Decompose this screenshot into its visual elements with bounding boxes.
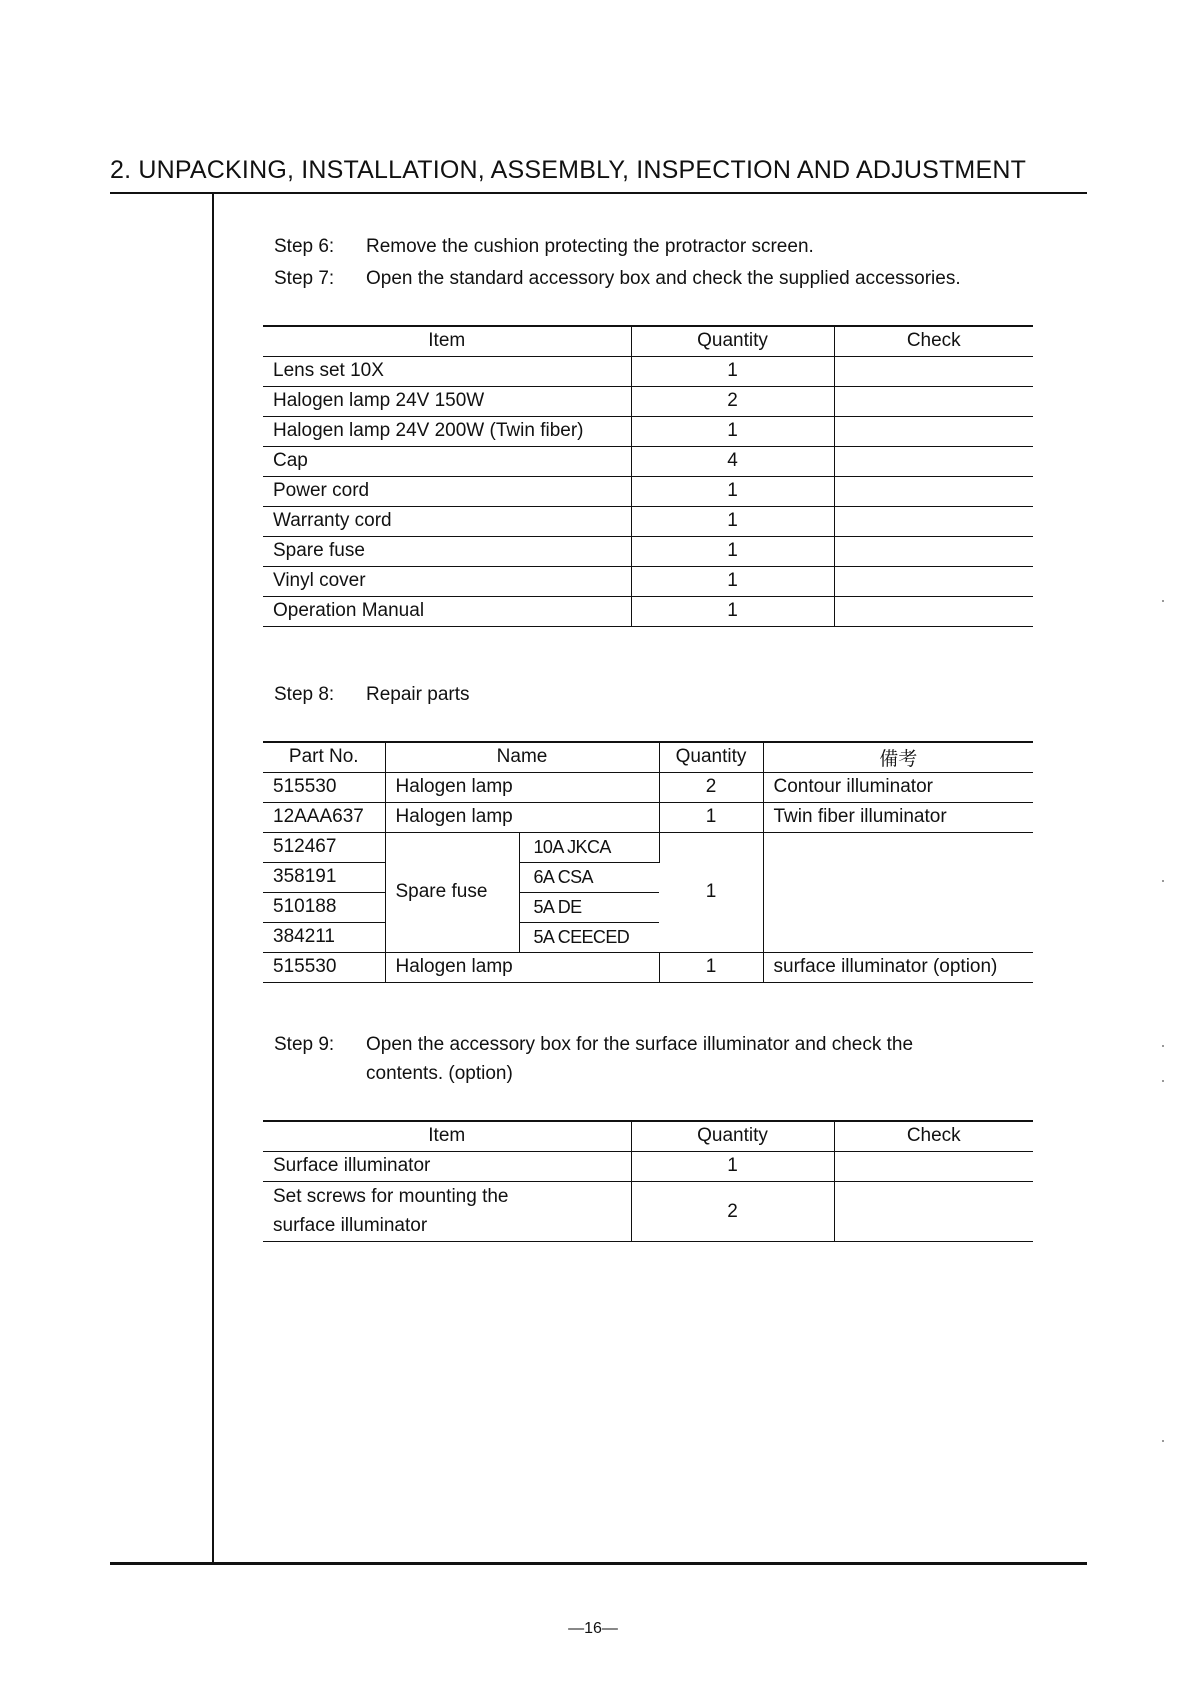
- cell-quantity: 4: [631, 446, 834, 476]
- cell-check: [834, 386, 1033, 416]
- cell-item: Halogen lamp 24V 200W (Twin fiber): [263, 416, 631, 446]
- cell-quantity: 2: [631, 1181, 834, 1241]
- page-number: —16—: [568, 1620, 618, 1637]
- cell-part-no: 515530: [263, 772, 385, 802]
- cell-item-line: Set screws for mounting the: [273, 1186, 509, 1207]
- cell-quantity: 1: [631, 356, 834, 386]
- footer-rule: [110, 1562, 1087, 1565]
- header-quantity: Quantity: [631, 326, 834, 356]
- header-remarks: 備考: [879, 748, 918, 770]
- table-row: [263, 596, 1033, 626]
- cell-item: Operation Manual: [263, 596, 631, 626]
- table-row: [263, 772, 1033, 802]
- cell-quantity: 1: [631, 536, 834, 566]
- cell-check: [834, 536, 1033, 566]
- step-text: Open the standard accessory box and check the supplied accessories.: [366, 268, 961, 289]
- table-row: [263, 416, 1033, 446]
- step-6: [274, 236, 814, 258]
- cell-quantity: 1: [631, 566, 834, 596]
- cell-quantity: 1: [659, 952, 763, 982]
- cell-item: Cap: [263, 446, 631, 476]
- header-quantity: Quantity: [631, 1121, 834, 1151]
- cell-item: Lens set 10X: [263, 356, 631, 386]
- table-header-row: [263, 742, 1033, 772]
- cell-item: Vinyl cover: [263, 566, 631, 596]
- cell-quantity: 1: [659, 832, 763, 952]
- step-text-line: contents. (option): [366, 1063, 513, 1084]
- cell-check: [834, 446, 1033, 476]
- step-text: [366, 1030, 913, 1088]
- cell-name: Halogen lamp: [385, 952, 659, 982]
- scan-speck: [1162, 600, 1164, 602]
- table-header-row: [263, 1121, 1033, 1151]
- table-row: [263, 386, 1033, 416]
- table-row: [263, 536, 1033, 566]
- accessories-table: [263, 325, 1033, 627]
- table-header-row: [263, 326, 1033, 356]
- table-row: [263, 1151, 1033, 1181]
- cell-part-no: 512467: [263, 832, 385, 862]
- table-row: [263, 952, 1033, 982]
- cell-remarks: surface illuminator (option): [773, 956, 998, 977]
- cell-name: Halogen lamp: [385, 802, 659, 832]
- cell-rating: 5A CEECED: [533, 926, 630, 947]
- step-label: Step 6:: [274, 236, 335, 257]
- header-rule: [110, 192, 1087, 194]
- cell-check: [834, 1151, 1033, 1181]
- scan-speck: [1162, 1080, 1164, 1082]
- section-title: 2. UNPACKING, INSTALLATION, ASSEMBLY, INSPECTION AND ADJUSTMENT: [110, 156, 1027, 184]
- step-label: Step 7:: [274, 268, 335, 289]
- table-row: [263, 1181, 1033, 1241]
- cell-name: Halogen lamp: [385, 772, 659, 802]
- header-check: Check: [906, 330, 961, 352]
- cell-check: [834, 596, 1033, 626]
- cell-item: Spare fuse: [263, 536, 631, 566]
- cell-quantity: 2: [631, 386, 834, 416]
- cell-quantity: 1: [631, 476, 834, 506]
- step-9: [274, 1030, 913, 1088]
- option-accessories-table: [263, 1120, 1033, 1242]
- cell-item: Power cord: [263, 476, 631, 506]
- cell-item-line: surface illuminator: [273, 1215, 428, 1236]
- cell-quantity: 2: [659, 772, 763, 802]
- cell-item: [263, 1181, 631, 1241]
- cell-quantity: 1: [631, 416, 834, 446]
- table-row: [263, 476, 1033, 506]
- cell-rating: 5A DE: [533, 896, 582, 917]
- cell-check: [834, 566, 1033, 596]
- header-check: Check: [906, 1125, 961, 1147]
- cell-quantity: 1: [659, 802, 763, 832]
- cell-check: [834, 476, 1033, 506]
- header-item: Item: [263, 326, 631, 356]
- step-text-line: Open the accessory box for the surface illuminator and check the: [366, 1034, 914, 1055]
- cell-check: [834, 416, 1033, 446]
- step-text: Remove the cushion protecting the protractor screen.: [366, 236, 814, 257]
- table-row: [263, 446, 1033, 476]
- cell-quantity: 1: [631, 1151, 834, 1181]
- table-row: [263, 356, 1033, 386]
- cell-part-no: 510188: [263, 892, 385, 922]
- cell-part-no: 515530: [263, 952, 385, 982]
- step-label: Step 9:: [274, 1034, 335, 1055]
- cell-item: Halogen lamp 24V 150W: [263, 386, 631, 416]
- cell-remarks: [763, 832, 1033, 952]
- header-name: Name: [385, 742, 659, 772]
- step-label: Step 8:: [274, 684, 335, 705]
- table-row: [263, 832, 1033, 862]
- table-row: [263, 566, 1033, 596]
- cell-check: [834, 506, 1033, 536]
- cell-item: Warranty cord: [263, 506, 631, 536]
- cell-rating: 6A CSA: [533, 866, 593, 887]
- margin-rule: [212, 192, 214, 1562]
- step-text: Repair parts: [366, 684, 470, 705]
- cell-part-no: 12AAA637: [263, 802, 385, 832]
- step-7: [274, 268, 961, 290]
- cell-part-no: 358191: [263, 862, 385, 892]
- cell-rating: 10A JKCA: [519, 832, 659, 862]
- step-8: [274, 684, 470, 706]
- repair-parts-table: [263, 741, 1033, 983]
- table-row: [263, 802, 1033, 832]
- cell-remarks: Twin fiber illuminator: [773, 806, 947, 827]
- table-row: [263, 506, 1033, 536]
- scan-speck: [1162, 1045, 1164, 1047]
- cell-check: [834, 1181, 1033, 1241]
- header-item: Item: [263, 1121, 631, 1151]
- cell-item: Surface illuminator: [263, 1151, 631, 1181]
- header-quantity: Quantity: [659, 742, 763, 772]
- cell-remarks: Contour illuminator: [773, 776, 933, 797]
- cell-quantity: 1: [631, 506, 834, 536]
- cell-quantity: 1: [631, 596, 834, 626]
- cell-part-no: 384211: [263, 922, 385, 952]
- header-part-no: Part No.: [263, 742, 385, 772]
- scan-speck: [1162, 880, 1164, 882]
- cell-name: Spare fuse: [385, 832, 519, 952]
- cell-check: [834, 356, 1033, 386]
- scan-speck: [1162, 1440, 1164, 1442]
